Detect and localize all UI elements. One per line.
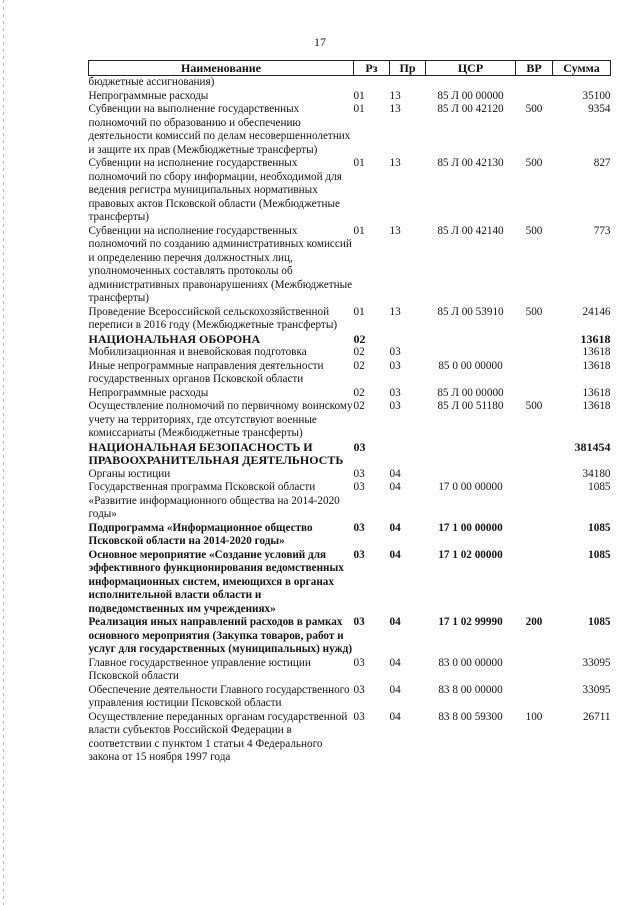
cell-name: Главное государственное управление юстиции Псковской области [88,656,311,682]
cell-rz [354,76,390,90]
cell-csr: 17 1 02 00000 [438,548,503,561]
cell-name: Государственная программа Псковской области «Развитие информационного общества на 2014-2020 годы» [88,481,340,520]
cell-csr: 85 Л 00 51180 [437,400,504,412]
cell-vr [516,360,553,387]
cell-pr: 13 [389,157,401,169]
cell-pr: 04 [389,521,401,534]
table-row [89,522,611,549]
cell-rz: 03 [353,656,365,669]
cell-sum: 24146 [582,305,611,318]
cell-csr: 17 1 00 00000 [438,521,503,534]
cell-csr: 85 Л 00 42120 [437,103,504,115]
cell-name: Органы юстиции [88,467,171,480]
cell-pr: 13 [389,89,401,102]
cell-vr [516,684,553,711]
table-row [89,549,611,617]
cell-sum: 827 [593,157,611,169]
cell-name: Обеспечение деятельности Главного государственного управления юстиции Псковской области [88,683,350,709]
cell-sum: 1085 [588,548,611,561]
table-row [89,400,611,441]
cell-sum: 13618 [582,346,611,358]
header-vr: ВР [516,61,553,76]
table-row [89,481,611,522]
cell-csr: 83 8 00 00000 [438,683,503,696]
cell-vr: 500 [525,305,543,318]
cell-name: бюджетные ассигнования) [88,76,215,88]
cell-pr: 03 [389,346,401,358]
header-sum: Сумма [553,61,611,76]
cell-rz: 03 [353,710,365,723]
cell-vr [516,90,553,104]
cell-csr [426,441,516,468]
cell-sum: 1085 [588,481,611,493]
table-row [89,306,611,333]
cell-name: НАЦИОНАЛЬНАЯ БЕЗОПАСНОСТЬ И ПРАВООХРАНИТЕЛЬНАЯ ДЕЯТЕЛЬНОСТЬ [88,439,344,467]
cell-csr: 85 Л 00 00000 [437,386,504,399]
cell-csr: 17 1 02 99990 [438,616,503,628]
cell-sum: 34180 [582,467,611,480]
table-row [89,225,611,306]
cell-rz: 01 [353,224,365,237]
cell-vr: 200 [525,616,543,628]
cell-rz: 03 [353,439,366,454]
cell-name: Непрограммные расходы [88,89,209,102]
cell-vr [516,522,553,549]
table-row [89,387,611,401]
cell-rz: 03 [353,548,365,561]
cell-pr: 13 [389,224,401,237]
cell-rz: 02 [353,331,366,346]
cell-rz: 03 [353,467,365,480]
table-row [89,157,611,225]
cell-csr: 85 Л 00 42130 [437,157,504,169]
cell-name: Субвенции на исполнение государственных полномочий по сбору информации, необходимой для ведения регистра муниципальных нормативных правовых актов Псковской области (Межбюджетные трансферты) [88,157,342,223]
cell-pr: 13 [389,103,401,115]
cell-name: Подпрограмма «Информационное общество Псковской области на 2014-2020 годы» [88,521,313,547]
page-number: 17 [314,35,326,49]
table-row [89,76,611,90]
cell-sum: 26711 [582,710,611,723]
cell-pr [390,333,426,347]
cell-csr [426,468,516,482]
cell-sum: 33095 [582,656,611,669]
cell-name: Субвенции на исполнение государственных полномочий по созданию административных комиссий и определению перечня должностных лиц, уполномоченных составлять протоколы об административных правонарушениях (Межбюджетные трансферты) [88,224,353,304]
cell-pr: 03 [389,359,401,372]
page-edge-marks [3,0,4,905]
header-csr: ЦСР [426,61,516,76]
cell-csr: 83 0 00 00000 [438,656,503,669]
cell-pr: 04 [389,467,401,480]
cell-vr [516,549,553,617]
cell-rz: 02 [353,359,365,372]
cell-pr: 04 [389,548,401,561]
table-row [89,684,611,711]
cell-name: Проведение Всероссийской сельскохозяйственной переписи в 2016 году (Межбюджетные трансферты) [88,305,338,331]
cell-sum: 773 [593,224,611,237]
cell-pr: 04 [389,656,401,669]
cell-name: Основное мероприятие «Создание условий для эффективного функционирования ведомственных информационных систем, имеющихся в органах исполнительной власти области и подведомственных им учреждениях» [88,548,344,615]
cell-pr [390,76,426,90]
cell-name: НАЦИОНАЛЬНАЯ ОБОРОНА [88,331,261,346]
cell-pr: 03 [389,386,401,399]
cell-rz: 03 [353,521,365,534]
cell-sum: 1085 [588,521,611,534]
table-row [89,333,611,347]
cell-sum: 13618 [580,331,611,346]
cell-sum: 35100 [582,89,611,102]
cell-csr [426,333,516,347]
table-row [89,360,611,387]
table-row [89,346,611,360]
cell-vr [516,76,553,90]
cell-vr: 100 [525,710,543,723]
cell-rz: 03 [353,481,365,493]
header-pr: Пр [390,61,426,76]
cell-name: Реализация иных направлений расходов в рамках основного мероприятия (Закупка товаров, работ и услуг для государственных (муниципальных) нужд) [88,616,353,655]
cell-csr: 85 Л 00 42140 [437,224,504,237]
cell-pr: 04 [389,616,401,628]
cell-name: Непрограммные расходы [88,386,209,399]
cell-rz: 01 [353,305,365,318]
cell-vr [516,481,553,522]
cell-vr: 500 [525,400,543,412]
cell-rz: 03 [353,616,365,628]
table-header-row [89,61,611,76]
cell-vr: 500 [525,157,543,169]
cell-pr: 04 [389,481,401,493]
table-row [89,616,611,657]
cell-csr: 83 8 00 59300 [438,710,503,723]
cell-sum: 13618 [582,359,611,372]
cell-sum: 33095 [582,683,611,696]
cell-name: Осуществление полномочий по первичному воинскому учету на территориях, где отсутствуют военные комиссариаты (Межбюджетные трансферты) [88,400,353,439]
cell-csr: 17 0 00 00000 [438,481,503,493]
cell-pr: 13 [389,305,401,318]
cell-vr [516,441,553,468]
table-row [89,657,611,684]
cell-pr: 04 [389,710,401,723]
cell-sum: 381454 [574,439,611,454]
cell-pr: 04 [389,683,401,696]
cell-csr: 85 Л 00 53910 [437,305,504,318]
cell-vr [516,468,553,482]
header-name: Наименование [89,61,354,76]
cell-name: Иные непрограммные направления деятельности государственных органов Псковской области [88,359,324,385]
cell-csr [426,346,516,360]
cell-name: Осуществление переданных органам государственной власти субъектов Российской Федерации в соответствии с пунктом 1 статьи 4 Федерального закона от 15 ноября 1997 года [88,710,348,763]
cell-vr [516,346,553,360]
table-row [89,90,611,104]
table-row [89,441,611,468]
cell-sum: 1085 [588,616,611,628]
table-row [89,103,611,157]
cell-csr [426,76,516,90]
cell-sum: 13618 [582,400,611,412]
cell-sum [553,76,611,90]
table-row [89,468,611,482]
header-rz: Рз [354,61,390,76]
cell-pr: 03 [389,400,401,412]
cell-sum: 9354 [588,103,611,115]
cell-vr: 500 [525,103,543,115]
cell-vr [516,657,553,684]
table-row [89,711,611,765]
cell-rz: 03 [353,683,365,696]
cell-rz: 01 [353,89,365,102]
cell-pr [390,441,426,468]
cell-csr: 85 Л 00 00000 [437,89,504,102]
cell-rz: 02 [353,386,365,399]
cell-csr: 85 0 00 00000 [438,359,503,372]
cell-sum: 13618 [582,386,611,399]
cell-rz: 01 [353,157,365,169]
cell-rz: 01 [353,103,365,115]
cell-vr: 500 [525,224,543,237]
cell-vr [516,387,553,401]
cell-rz: 02 [353,346,365,358]
cell-name: Субвенции на выполнение государственных полномочий по образованию и обеспечению деятельности комиссий по делам несовершеннолетних и защите их прав (Межбюджетные трансферты) [88,103,351,156]
cell-rz: 02 [353,400,365,412]
cell-vr [516,333,553,347]
cell-name: Мобилизационная и вневойсковая подготовка [88,346,307,358]
budget-table [88,60,611,765]
